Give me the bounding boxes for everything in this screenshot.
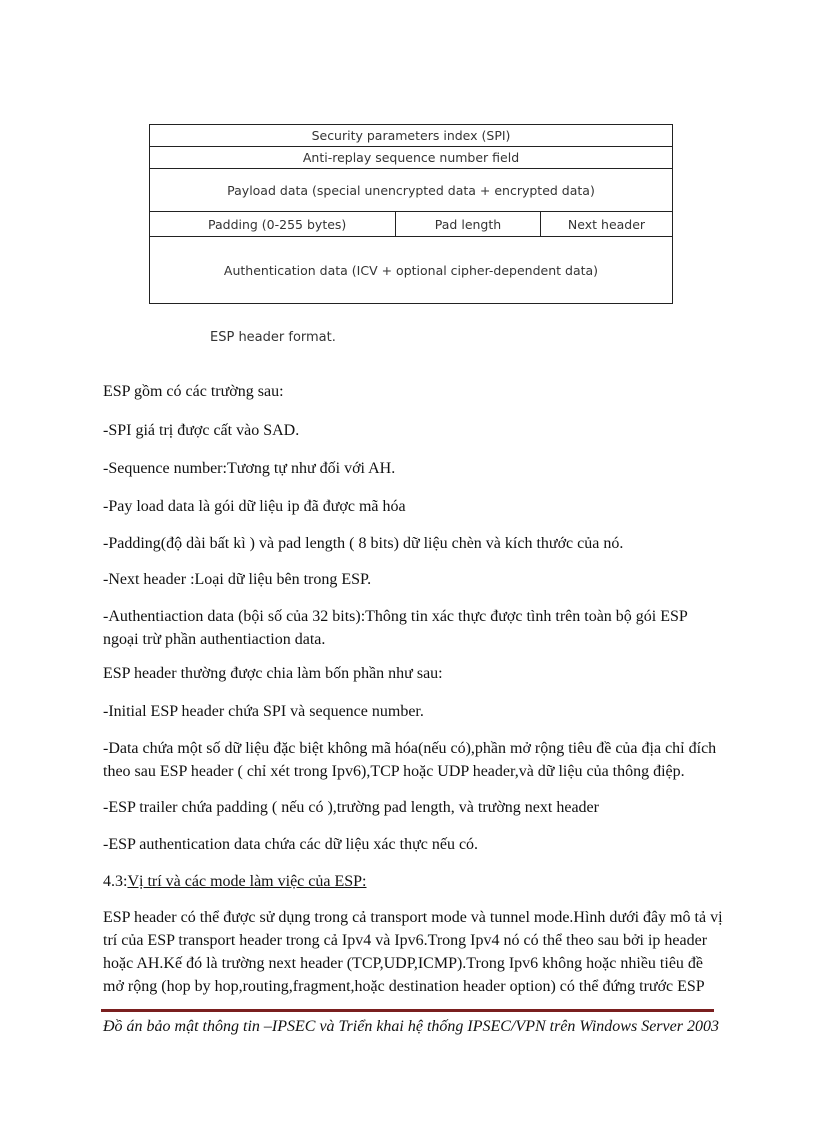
paragraph: -Sequence number:Tương tự như đối với AH. bbox=[103, 460, 396, 477]
diagram-cell-padding: Padding (0-255 bytes) bbox=[150, 212, 396, 236]
diagram-caption: ESP header format. bbox=[210, 330, 336, 345]
footer-rule bbox=[101, 1009, 714, 1012]
paragraph: -ESP authentication data chứa các dữ liệu xác thực nếu có. bbox=[103, 836, 479, 853]
paragraph: -Pay load data là gói dữ liệu ip đã được mã hóa bbox=[103, 498, 406, 515]
section-title: Vị trí và các mode làm việc của ESP: bbox=[127, 873, 367, 890]
paragraph-final: ESP header có thể được sử dụng trong cả transport mode và tunnel mode.Hình dưới đây mô tả vị trí của ESP transport header trong cả Ipv4 và Ipv6.Trong Ipv4 nó có thể theo sau bởi ip header hoặc AH.Kế đó là trường next header (TCP,UDP,ICMP).Trong Ipv6 không hoặc nhiều tiêu đề mở rộng (hop by hop,routing,fragment,hoặc destination header option) có thể đứng trước ESP bbox=[103, 909, 723, 995]
paragraph: -ESP trailer chứa padding ( nếu có ),trường pad length, và trường next header bbox=[103, 799, 599, 816]
section-number: 4.3: bbox=[103, 873, 128, 890]
diagram-row-sequence: Anti-replay sequence number field bbox=[150, 147, 672, 169]
diagram-cell-pad-length: Pad length bbox=[396, 212, 541, 236]
paragraph: -SPI giá trị được cất vào SAD. bbox=[103, 422, 300, 439]
paragraph: -Next header :Loại dữ liệu bên trong ESP. bbox=[103, 571, 372, 588]
paragraph: -Padding(độ dài bất kì ) và pad length ( 8 bits) dữ liệu chèn và kích thước của nó. bbox=[103, 535, 624, 552]
page-footer: Đồ án bảo mật thông tin –IPSEC và Triển khai hệ thống IPSEC/VPN trên Windows Server 2003 bbox=[103, 1018, 719, 1035]
diagram-row-spi: Security parameters index (SPI) bbox=[150, 125, 672, 147]
paragraph: -Initial ESP header chứa SPI và sequence number. bbox=[103, 703, 424, 720]
diagram-row-padding bbox=[150, 212, 672, 237]
esp-header-diagram bbox=[149, 124, 673, 304]
section-heading bbox=[103, 870, 723, 893]
paragraph: ESP gồm có các trường sau: bbox=[103, 383, 284, 400]
paragraph: ESP header thường được chia làm bốn phần như sau: bbox=[103, 665, 443, 682]
paragraph: -Authentiaction data (bội số của 32 bits):Thông tin xác thực được tình trên toàn bộ gói ESP ngoại trừ phần authentiaction data. bbox=[103, 608, 688, 648]
diagram-row-payload: Payload data (special unencrypted data + encrypted data) bbox=[150, 169, 672, 212]
paragraph: -Data chứa một số dữ liệu đặc biệt không mã hóa(nếu có),phần mở rộng tiêu đề của địa chỉ đích theo sau ESP header ( chỉ xét trong Ipv6),TCP hoặc UDP header,và dữ liệu của thông điệp. bbox=[103, 740, 717, 780]
diagram-cell-next-header: Next header bbox=[567, 216, 646, 232]
diagram-row-authentication: Authentication data (ICV + optional cipher-dependent data) bbox=[223, 262, 599, 278]
